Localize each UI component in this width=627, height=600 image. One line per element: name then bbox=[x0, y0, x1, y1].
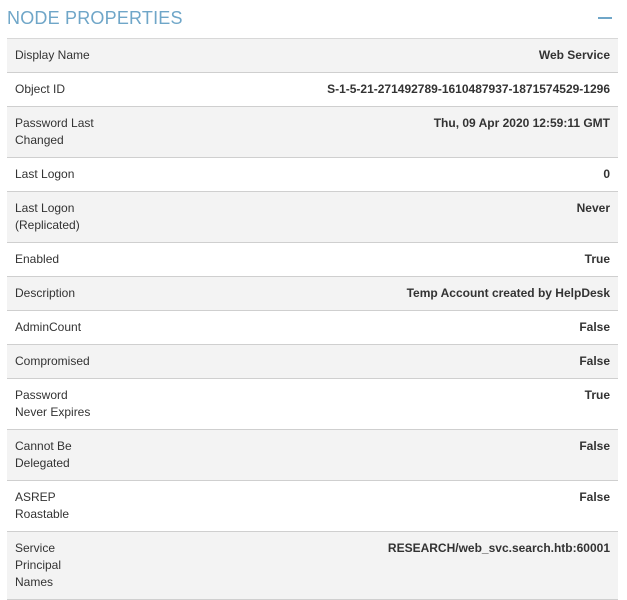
panel-header[interactable] bbox=[7, 0, 618, 38]
property-row-display-name bbox=[7, 39, 618, 73]
property-value: True bbox=[584, 252, 610, 266]
property-value: True bbox=[584, 388, 610, 402]
property-label: Compromised bbox=[15, 354, 90, 368]
property-value: Thu, 09 Apr 2020 12:59:11 GMT bbox=[433, 116, 610, 130]
property-label: Last Logon (Replicated) bbox=[15, 201, 80, 232]
property-row-description bbox=[7, 277, 618, 311]
property-label: Description bbox=[15, 286, 76, 300]
node-properties-panel bbox=[7, 0, 618, 600]
property-value: Never bbox=[576, 201, 610, 215]
property-label: Password Last Changed bbox=[15, 116, 94, 147]
property-row-enabled bbox=[7, 243, 618, 277]
panel-title: NODE PROPERTIES bbox=[7, 8, 183, 28]
property-value: Web Service bbox=[538, 48, 610, 62]
property-label: Service Principal Names bbox=[15, 541, 62, 589]
property-value: S-1-5-21-271492789-1610487937-1871574529-1296 bbox=[327, 82, 610, 96]
property-row-admincount bbox=[7, 311, 618, 345]
property-row-compromised bbox=[7, 345, 618, 379]
property-row-last-logon-replicated bbox=[7, 192, 618, 243]
property-row-password-last-changed bbox=[7, 107, 618, 158]
property-label: Object ID bbox=[15, 82, 66, 96]
property-row-cannot-be-delegated bbox=[7, 430, 618, 481]
property-row-service-principal-names bbox=[7, 532, 618, 600]
property-label: Display Name bbox=[15, 48, 90, 62]
property-label: Last Logon bbox=[15, 167, 75, 181]
property-value: False bbox=[579, 439, 610, 453]
property-row-asrep-roastable bbox=[7, 481, 618, 532]
property-value: 0 bbox=[603, 167, 610, 181]
minus-icon[interactable] bbox=[596, 8, 614, 28]
property-value: RESEARCH/web_svc.search.htb:60001 bbox=[387, 541, 610, 555]
property-label: Cannot Be Delegated bbox=[15, 439, 72, 470]
property-row-password-never-expires bbox=[7, 379, 618, 430]
property-label: Password Never Expires bbox=[15, 388, 91, 419]
property-row-last-logon bbox=[7, 158, 618, 192]
property-label: AdminCount bbox=[15, 320, 82, 334]
property-label: ASREP Roastable bbox=[15, 490, 70, 521]
property-value: Temp Account created by HelpDesk bbox=[406, 286, 610, 300]
property-label: Enabled bbox=[15, 252, 60, 266]
property-row-object-id bbox=[7, 73, 618, 107]
property-value: False bbox=[579, 490, 610, 504]
property-value: False bbox=[579, 320, 610, 334]
properties-table bbox=[7, 38, 618, 600]
property-value: False bbox=[579, 354, 610, 368]
